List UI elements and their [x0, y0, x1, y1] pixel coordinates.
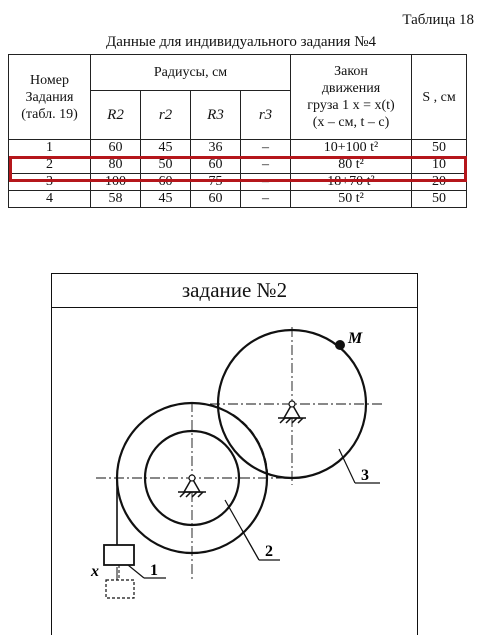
figure-title: задание №2: [52, 274, 417, 308]
label-load-1: 1: [150, 562, 158, 579]
point-M-marker: [335, 340, 345, 350]
table-row: 2 80 50 60 – 80 t² 10: [9, 157, 467, 174]
table-row: 3 100 60 75 – 18+70 t² 20: [9, 174, 467, 191]
header-task-number: Номер Задания (табл. 19): [9, 55, 91, 140]
label-wheel-3: 3: [361, 467, 369, 484]
table-row: 1 60 45 36 – 10+100 t² 50: [9, 140, 467, 157]
header-r2: r2: [141, 91, 191, 140]
header-R3: R3: [191, 91, 241, 140]
leader-2b: [242, 530, 259, 560]
header-distance: S , см: [412, 55, 467, 140]
table-row: 4 58 45 60 – 50 t² 50: [9, 191, 467, 208]
load-1-initial: [106, 580, 134, 598]
header-law: Закон движения груза 1 x = x(t) (x – см, t – с): [291, 55, 412, 140]
axle-2: [189, 475, 195, 481]
leader-1: [128, 565, 144, 578]
load-1: [104, 545, 134, 565]
label-point-M: M: [348, 330, 363, 347]
table-label: Таблица 18: [402, 12, 474, 28]
header-R2: R2: [91, 91, 141, 140]
axle-3: [289, 401, 295, 407]
label-coord-x: x: [91, 563, 99, 580]
table-title: Данные для индивидуального задания №4: [105, 34, 376, 50]
header-r3: r3: [241, 91, 291, 140]
centerlines: [96, 327, 382, 580]
label-wheel-2: 2: [265, 543, 273, 560]
header-radii: Радиусы, см: [91, 55, 291, 91]
